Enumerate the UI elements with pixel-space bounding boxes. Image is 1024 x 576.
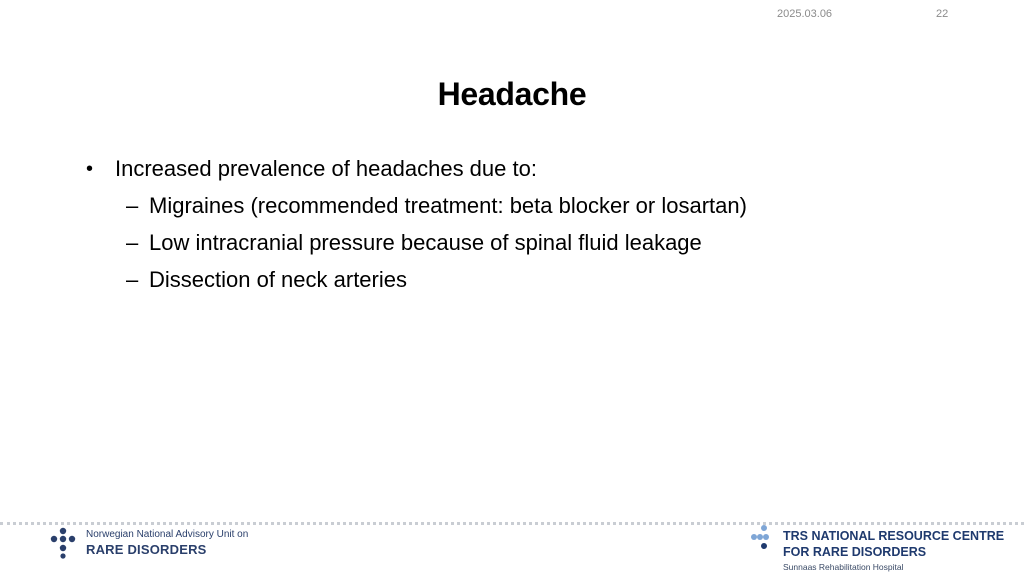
bullet-list (86, 153, 966, 301)
slide-title: Headache (437, 76, 587, 112)
trs-logo-line3: Sunnaas Rehabilitation Hospital (783, 562, 904, 572)
sub-bullet-text: Dissection of neck arteries (149, 267, 407, 292)
trs-logo (748, 524, 1018, 576)
trs-logo-line1: TRS NATIONAL RESOURCE CENTRE (783, 529, 1005, 543)
advisory-unit-line1: Norwegian National Advisory Unit on (86, 529, 249, 540)
slide-date: 2025.03.06 (777, 8, 833, 20)
slide-page-number: 22 (936, 8, 949, 20)
bullet-marker: • (86, 158, 94, 180)
sub-bullet-item (86, 264, 966, 301)
cross-dots-icon (748, 524, 782, 554)
trs-logo-line2: FOR RARE DISORDERS (783, 545, 927, 559)
sub-bullet-text: Migraines (recommended treatment: beta blocker or losartan) (149, 193, 747, 218)
cross-dots-icon (48, 525, 84, 561)
sub-bullet-item (86, 227, 966, 264)
sub-bullet-item (86, 190, 966, 227)
sub-bullet-marker: – (126, 230, 139, 255)
sub-bullet-marker: – (126, 193, 139, 218)
sub-bullet-marker: – (126, 267, 139, 292)
advisory-unit-line2: RARE DISORDERS (86, 542, 207, 557)
sub-bullet-text: Low intracranial pressure because of spinal fluid leakage (149, 230, 702, 255)
bullet-item (86, 153, 966, 190)
bullet-text: Increased prevalence of headaches due to: (115, 156, 537, 181)
